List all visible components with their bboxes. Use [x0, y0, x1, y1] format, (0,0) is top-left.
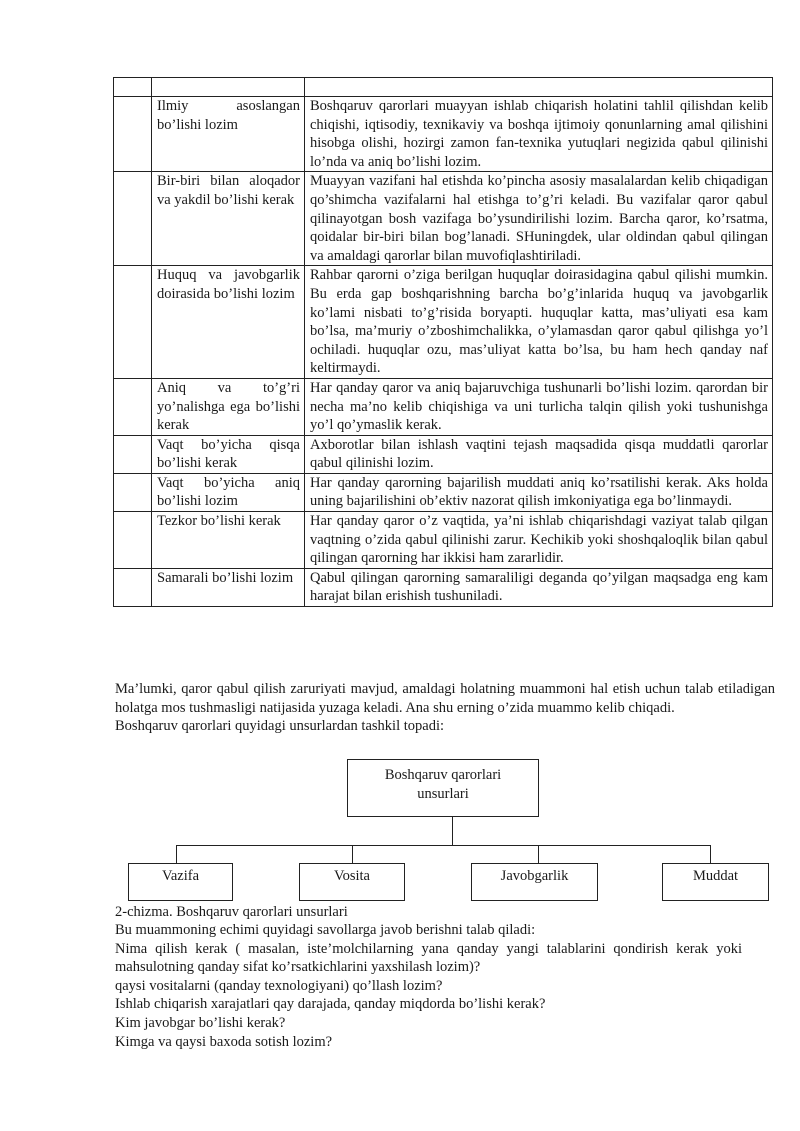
diagram-connector-branch — [710, 845, 711, 863]
diagram-root-label-line1: Boshqaruv qarorlari — [384, 767, 502, 783]
elements-diagram — [120, 755, 780, 905]
question-item: Kim javobgar bo’lishi kerak? — [115, 1014, 286, 1031]
question-item: qaysi vositalarni (qanday texnologiyani) qo’llash lozim? — [115, 977, 443, 994]
table-cell-empty — [114, 172, 152, 266]
criterion-name: Huquq va javobgarlik doirasida bo’lishi lozim — [152, 266, 305, 379]
table-row — [114, 473, 773, 511]
questions-block — [115, 921, 742, 1051]
criterion-description: Muayyan vazifani hal etishda ko’pincha asosiy masalalardan kelib chiqadigan qo’shimcha vazifalarni hal etishga to’g’ri keladi. Bu vazifalar qaror qabul qilinayotgan bosh vazifaga bo’ysundirilishi lozim. Barcha qaror, ko’rsatma, qoidalar bir-biri bilan bog’lanadi. SHuningdek, ular oldindan qabul qilingan va amaldagi qarorlar bilan muvofiqlashtiriladi. — [305, 172, 773, 266]
table-cell-empty — [114, 473, 152, 511]
diagram-child-box: Javobgarlik — [471, 863, 598, 901]
question-item: Nima qilish kerak ( masalan, iste’molchilarning yana qanday yangi talablarini qondirish kerak yoki mahsulotning qanday sifat ko’rsatkichlarini yaxshilash lozim)? — [115, 940, 742, 976]
table-header-row — [114, 78, 773, 97]
table-row — [114, 378, 773, 435]
diagram-connector-branch — [176, 845, 177, 863]
body-text — [115, 680, 775, 736]
criterion-description: Rahbar qarorni o’ziga berilgan huquqlar doirasidagina qabul qilishi mumkin. Bu erda gap boshqarishning barcha bo’g’inlarida huquq va javobgarlik ko’lami nisbati to’g’risida boryapti. huquqlar katta, mas’uliyati esa kam bo’lsa, ma’muriy o’zboshimchalikka, o’ylamasdan qaror qabul qilishga yo’l ochiladi. huquqlar ozu, mas’uliyat katta bo’lsa, bu ham hech qanday naf keltirmaydi. — [305, 266, 773, 379]
criterion-name: Bir-biri bilan aloqador va yakdil bo’lishi kerak — [152, 172, 305, 266]
table-cell-empty — [114, 266, 152, 379]
table-row — [114, 512, 773, 569]
diagram-child-box: Vosita — [299, 863, 405, 901]
question-item: Kimga va qaysi baxoda sotish lozim? — [115, 1033, 333, 1050]
criterion-name: Tezkor bo’lishi kerak — [152, 512, 305, 569]
questions-intro: Bu muammoning echimi quyidagi savollarga javob berishni talab qiladi: — [115, 922, 536, 938]
question-item: Ishlab chiqarish xarajatlari qay darajada, qanday miqdorda bo’lishi kerak? — [115, 996, 546, 1013]
table-cell-empty — [114, 512, 152, 569]
table-row — [114, 172, 773, 266]
table-cell-empty — [114, 435, 152, 473]
criterion-description: Boshqaruv qarorlari muayyan ishlab chiqarish holatini tahlil qilishdan kelib chiqishi, iqtisodiy, texnikaviy va boshqa ijtimoiy qonunlarning amal qilishini hisobga olishi, hozirgi zamon fan-texnika yutuqlari negizida qabul qilinishi lo’nda va aniq bo’lishi lozim. — [305, 97, 773, 172]
diagram-connector-vertical — [452, 817, 453, 845]
criterion-name: Aniq va to’g’ri yo’nalishga ega bo’lishi kerak — [152, 378, 305, 435]
diagram-connector-branch — [352, 845, 353, 863]
table-cell-empty — [305, 78, 773, 97]
diagram-caption: 2-chizma. Boshqaruv qarorlari unsurlari — [115, 904, 348, 920]
table-row — [114, 97, 773, 172]
table-cell-empty — [152, 78, 305, 97]
paragraph-elements: Boshqaruv qarorlari quyidagi unsurlardan tashkil topadi: — [115, 718, 444, 735]
diagram-child-box: Muddat — [662, 863, 769, 901]
diagram-child-box: Vazifa — [128, 863, 233, 901]
criterion-name: Vaqt bo’yicha qisqa bo’lishi kerak — [152, 435, 305, 473]
table-cell-empty — [114, 78, 152, 97]
criterion-description: Har qanday qarorning bajarilish muddati aniq ko’rsatilishi kerak. Aks holda uning bajarilishini ob’ektiv nazorat qilish imkoniyatiga ega bo’linmaydi. — [305, 473, 773, 511]
table-cell-empty — [114, 378, 152, 435]
criterion-name: Vaqt bo’yicha aniq bo’lishi lozim — [152, 473, 305, 511]
table-cell-empty — [114, 97, 152, 172]
diagram-root-box — [347, 759, 539, 817]
criterion-description: Har qanday qaror va aniq bajaruvchiga tushunarli bo’lishi lozim. qarordan bir necha ma’no kelib chiqishiga va uni turlicha talqin qilish yoki tushunishga yo’l qo’ymaslik kerak. — [305, 378, 773, 435]
diagram-connector-horizontal — [176, 845, 711, 846]
table-row — [114, 435, 773, 473]
table-row — [114, 568, 773, 606]
table-cell-empty — [114, 568, 152, 606]
criterion-description: Axborotlar bilan ishlash vaqtini tejash maqsadida qisqa muddatli qarorlar qabul qilinishi lozim. — [305, 435, 773, 473]
criterion-name: Ilmiy asoslangan bo’lishi lozim — [152, 97, 305, 172]
criterion-name: Samarali bo’lishi lozim — [152, 568, 305, 606]
diagram-root-label-line2: unsurlari — [417, 785, 469, 802]
diagram-connector-branch — [538, 845, 539, 863]
paragraph-intro: Ma’lumki, qaror qabul qilish zaruriyati mavjud, amaldagi holatning muammoni hal etish uchun talab etiladigan holatga mos tushmasligi natijasida yuzaga keladi. Ana shu erning o’zida muammo kelib chiqadi. — [115, 681, 775, 716]
criterion-description: Har qanday qaror o’z vaqtida, ya’ni ishlab chiqarishdagi vaziyat talab qilgan vaqtning o’zida qabul qilinishi zarur. Kechikib yoki shoshqaloqlik bilan qabul qilingan qarorning har ikkisi ham zararlidir. — [305, 512, 773, 569]
criterion-description: Qabul qilingan qarorning samaraliligi deganda qo’yilgan maqsadga eng kam harajat bilan erishish tushuniladi. — [305, 568, 773, 606]
table-row — [114, 266, 773, 379]
criteria-table — [113, 77, 773, 607]
